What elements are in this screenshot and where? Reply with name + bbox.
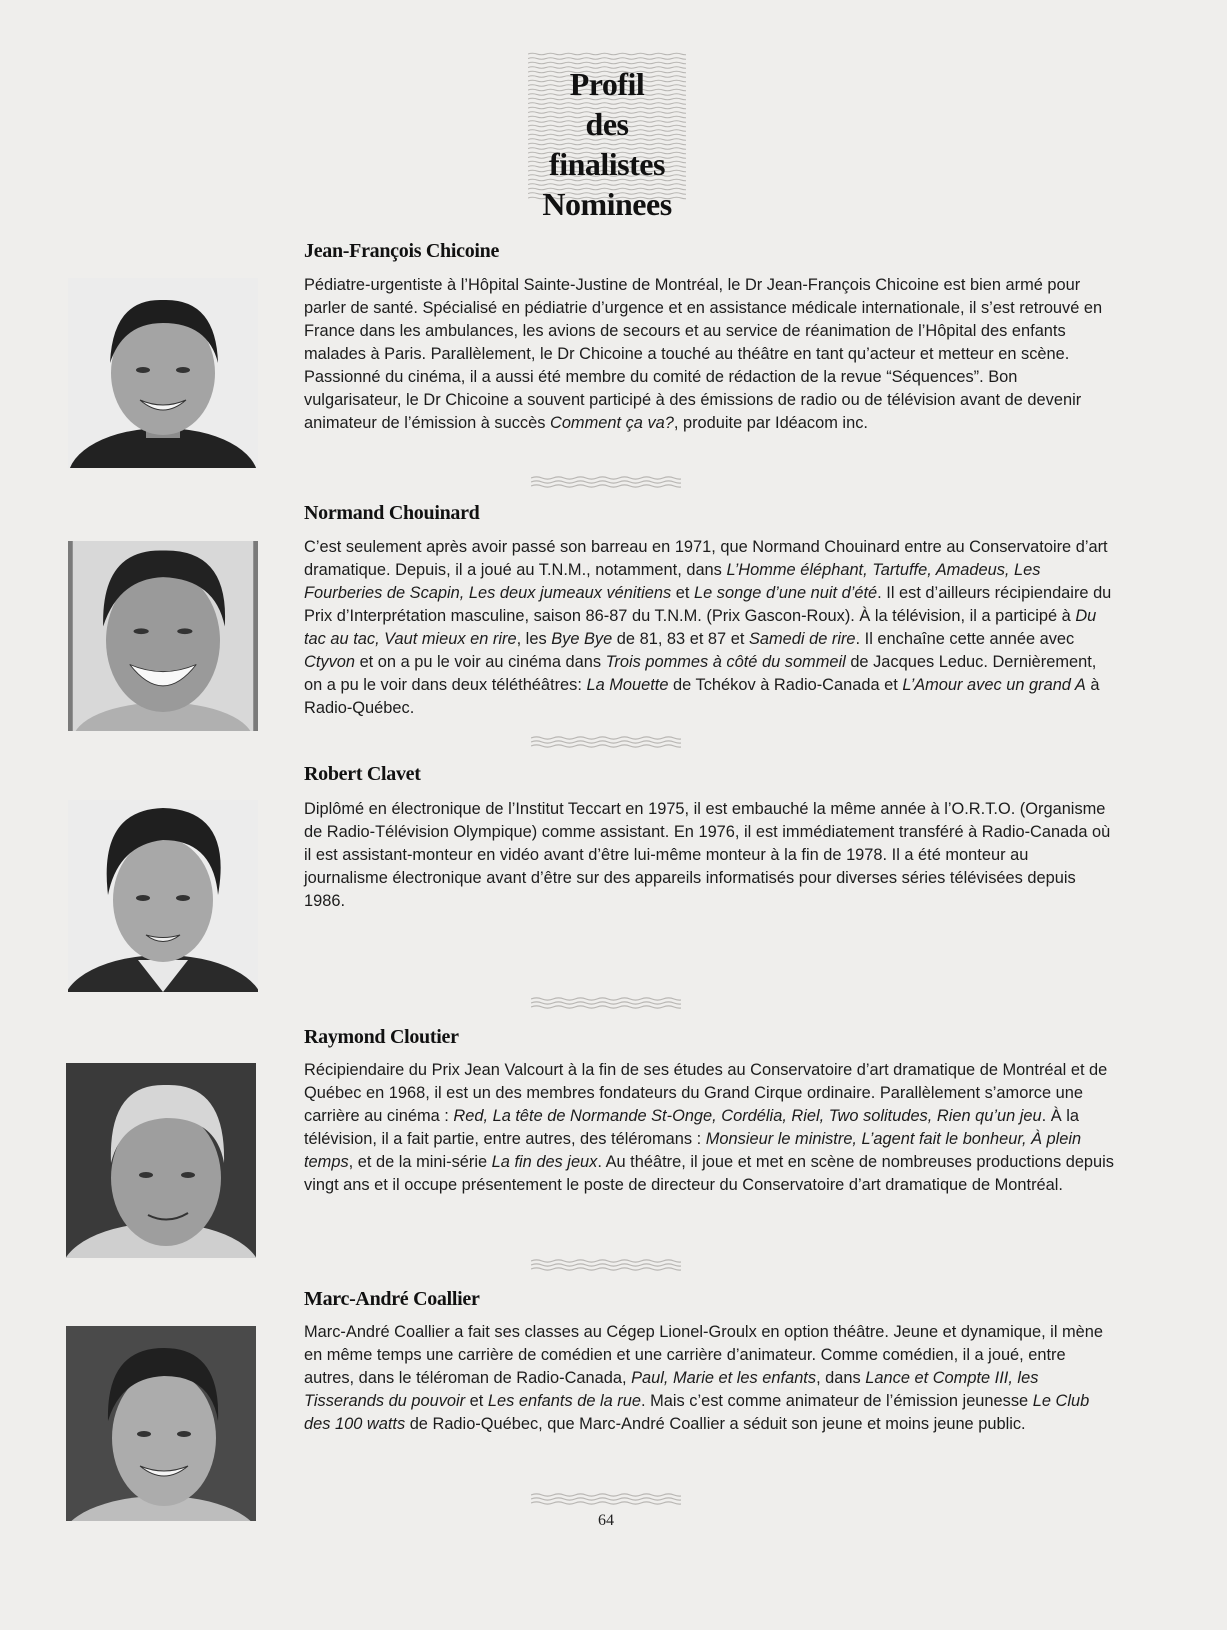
bio-text: et bbox=[465, 1392, 488, 1410]
bio-text: , et de la mini-série bbox=[348, 1153, 492, 1171]
italic-title: L’Homme éléphant, Tartuffe, Amadeus, Les Fourberies de Scapin, Les deux jumeaux vénitiens bbox=[304, 561, 1041, 602]
finalist-name: Robert Clavet bbox=[304, 763, 421, 785]
finalist-name: Marc-André Coallier bbox=[304, 1288, 480, 1310]
bio-text: , produite par Idéacom inc. bbox=[673, 414, 868, 432]
italic-title: L’Amour avec un grand A bbox=[902, 676, 1086, 694]
bio-text: et bbox=[671, 584, 694, 602]
italic-title: Trois pommes à côté du sommeil bbox=[605, 653, 846, 671]
page-title-line-3: Nominees bbox=[542, 186, 672, 222]
portrait-photo bbox=[66, 1063, 256, 1258]
italic-title: Lance et Compte III, les Tisserands du pouvoir bbox=[304, 1369, 1039, 1410]
italic-title: La fin des jeux bbox=[491, 1153, 598, 1171]
finalist-portrait bbox=[66, 1063, 256, 1258]
bio-text: de Radio-Québec, que Marc-André Coallier a séduit son jeune et moins jeune public. bbox=[405, 1415, 1026, 1433]
wave-divider bbox=[531, 994, 681, 1010]
bio-text: . Au théâtre, il joue et met en scène de nombreuses productions depuis vingt ans et il occupe présentement le poste de directeur du Conservatoire d’art dramatique de Montréal. bbox=[304, 1153, 1114, 1194]
wave-divider bbox=[531, 733, 681, 749]
bio-text: de 81, 83 et 87 et bbox=[612, 630, 749, 648]
bio-text: , les bbox=[516, 630, 552, 648]
wave-divider bbox=[531, 1256, 681, 1272]
italic-title: Du tac au tac, Vaut mieux en rire bbox=[304, 607, 1097, 648]
italic-title: Ctyvon bbox=[304, 653, 356, 671]
italic-title: Monsieur le ministre, L’agent fait le bonheur, À plein temps bbox=[304, 1130, 1082, 1171]
italic-title: Les enfants de la rue bbox=[487, 1392, 641, 1410]
portrait-photo bbox=[66, 1326, 256, 1521]
finalist-portrait bbox=[66, 1326, 256, 1521]
bio-text: Diplômé en électronique de l’Institut Teccart en 1975, il est embauché la même année à l’O.R.T.O. (Organisme de Radio-Télévision Olympique) comme assistant. En 1976, il est immédiatement transféré à Radio-Canada où il est assistant-monteur en vidéo avant d’être lui-même monteur à la fin de 1978. Il a été monteur au journalisme électronique avant d’être sur des appareils informatisés pour diverses séries télévisées depuis 1986. bbox=[304, 800, 1111, 910]
portrait-photo bbox=[68, 800, 258, 992]
finalist-name: Normand Chouinard bbox=[304, 502, 480, 524]
italic-title: Le Club des 100 watts bbox=[304, 1392, 1090, 1433]
wave-divider bbox=[531, 1490, 681, 1506]
portrait-photo bbox=[68, 278, 258, 468]
page-number: 64 bbox=[598, 1512, 614, 1529]
finalist-name: Raymond Cloutier bbox=[304, 1026, 459, 1048]
bio-text: et on a pu le voir au cinéma dans bbox=[355, 653, 606, 671]
finalist-portrait bbox=[68, 278, 258, 468]
finalist-bio bbox=[304, 1059, 1116, 1197]
page-title-line-2: des finalistes bbox=[549, 106, 665, 182]
finalist-portrait bbox=[68, 541, 258, 731]
portrait-photo bbox=[68, 541, 258, 731]
finalist-bio bbox=[304, 798, 1116, 913]
finalist-portrait bbox=[68, 800, 258, 992]
bio-text: Récipiendaire du Prix Jean Valcourt à la fin de ses études au Conservatoire d’art dramatique de Montréal et de Québec en 1968, il est un des membres fondateurs du Grand Cirque ordinaire. Parallèlement s’amorce une carrière au cinéma : bbox=[304, 1061, 1108, 1125]
bio-text: à Radio-Québec. bbox=[304, 676, 1100, 717]
page-title-line-1: Profil bbox=[569, 66, 645, 102]
finalist-bio bbox=[304, 1321, 1116, 1436]
bio-text: de Tchékov à Radio-Canada et bbox=[668, 676, 903, 694]
italic-title: Red, La tête de Normande St-Onge, Cordélia, Riel, Two solitudes, Rien qu’un jeu bbox=[453, 1107, 1042, 1125]
bio-text: Marc-André Coallier a fait ses classes au Cégep Lionel-Groulx en option théâtre. Jeune et dynamique, il mène en même temps une carrière de comédien et une carrière d’animateur. Comme comédien, il a joué, entre autres, dans le téléroman de Radio-Canada, bbox=[304, 1323, 1104, 1387]
wave-divider bbox=[531, 473, 681, 489]
finalist-name: Jean-François Chicoine bbox=[304, 240, 500, 262]
page-title bbox=[528, 64, 686, 224]
page-title-block bbox=[528, 50, 686, 222]
italic-title: Paul, Marie et les enfants bbox=[631, 1369, 817, 1387]
bio-text: Pédiatre-urgentiste à l’Hôpital Sainte-Justine de Montréal, le Dr Jean-François Chicoine est bien armé pour parler de santé. Spécialisé en pédiatrie d’urgence et en assistance médicale internationale, il s’est retrouvé en France dans les ambulances, les avions de secours et au service de réanimation de l’Hôpital des enfants malades à Paris. Parallèlement, le Dr Chicoine a touché au théâtre en tant qu’acteur et metteur en scène. Passionné du cinéma, il a aussi été membre du comité de rédaction de la revue “Séquences”. Bon vulgarisateur, le Dr Chicoine a souvent participé à des émissions de radio ou de télévision avant de devenir animateur de l’émission à succès bbox=[304, 276, 1103, 432]
finalist-bio bbox=[304, 536, 1116, 720]
bio-text: de Jacques Leduc. Dernièrement, on a pu le voir dans deux téléthéâtres: bbox=[304, 653, 1097, 694]
bio-text: . Il est d’ailleurs récipiendaire du Prix d’Interprétation masculine, saison 86-87 du T.N.M. (Prix Gascon-Roux). À la télévision, il a participé à bbox=[304, 584, 1112, 625]
bio-text: . À la télévision, il a fait partie, entre autres, des téléromans : bbox=[304, 1107, 1080, 1148]
italic-title: Le songe d’une nuit d’été bbox=[693, 584, 878, 602]
bio-text: . Mais c’est comme animateur de l’émission jeunesse bbox=[641, 1392, 1033, 1410]
italic-title: La Mouette bbox=[586, 676, 669, 694]
italic-title: Bye Bye bbox=[551, 630, 613, 648]
bio-text: C’est seulement après avoir passé son barreau en 1971, que Normand Chouinard entre au Conservatoire d’art dramatique. Depuis, il a joué au T.N.M., notamment, dans bbox=[304, 538, 1108, 579]
italic-title: Comment ça va? bbox=[549, 414, 674, 432]
bio-text: , dans bbox=[816, 1369, 866, 1387]
bio-text: . Il enchaîne cette année avec bbox=[855, 630, 1075, 648]
finalist-bio bbox=[304, 274, 1116, 435]
italic-title: Samedi de rire bbox=[748, 630, 856, 648]
